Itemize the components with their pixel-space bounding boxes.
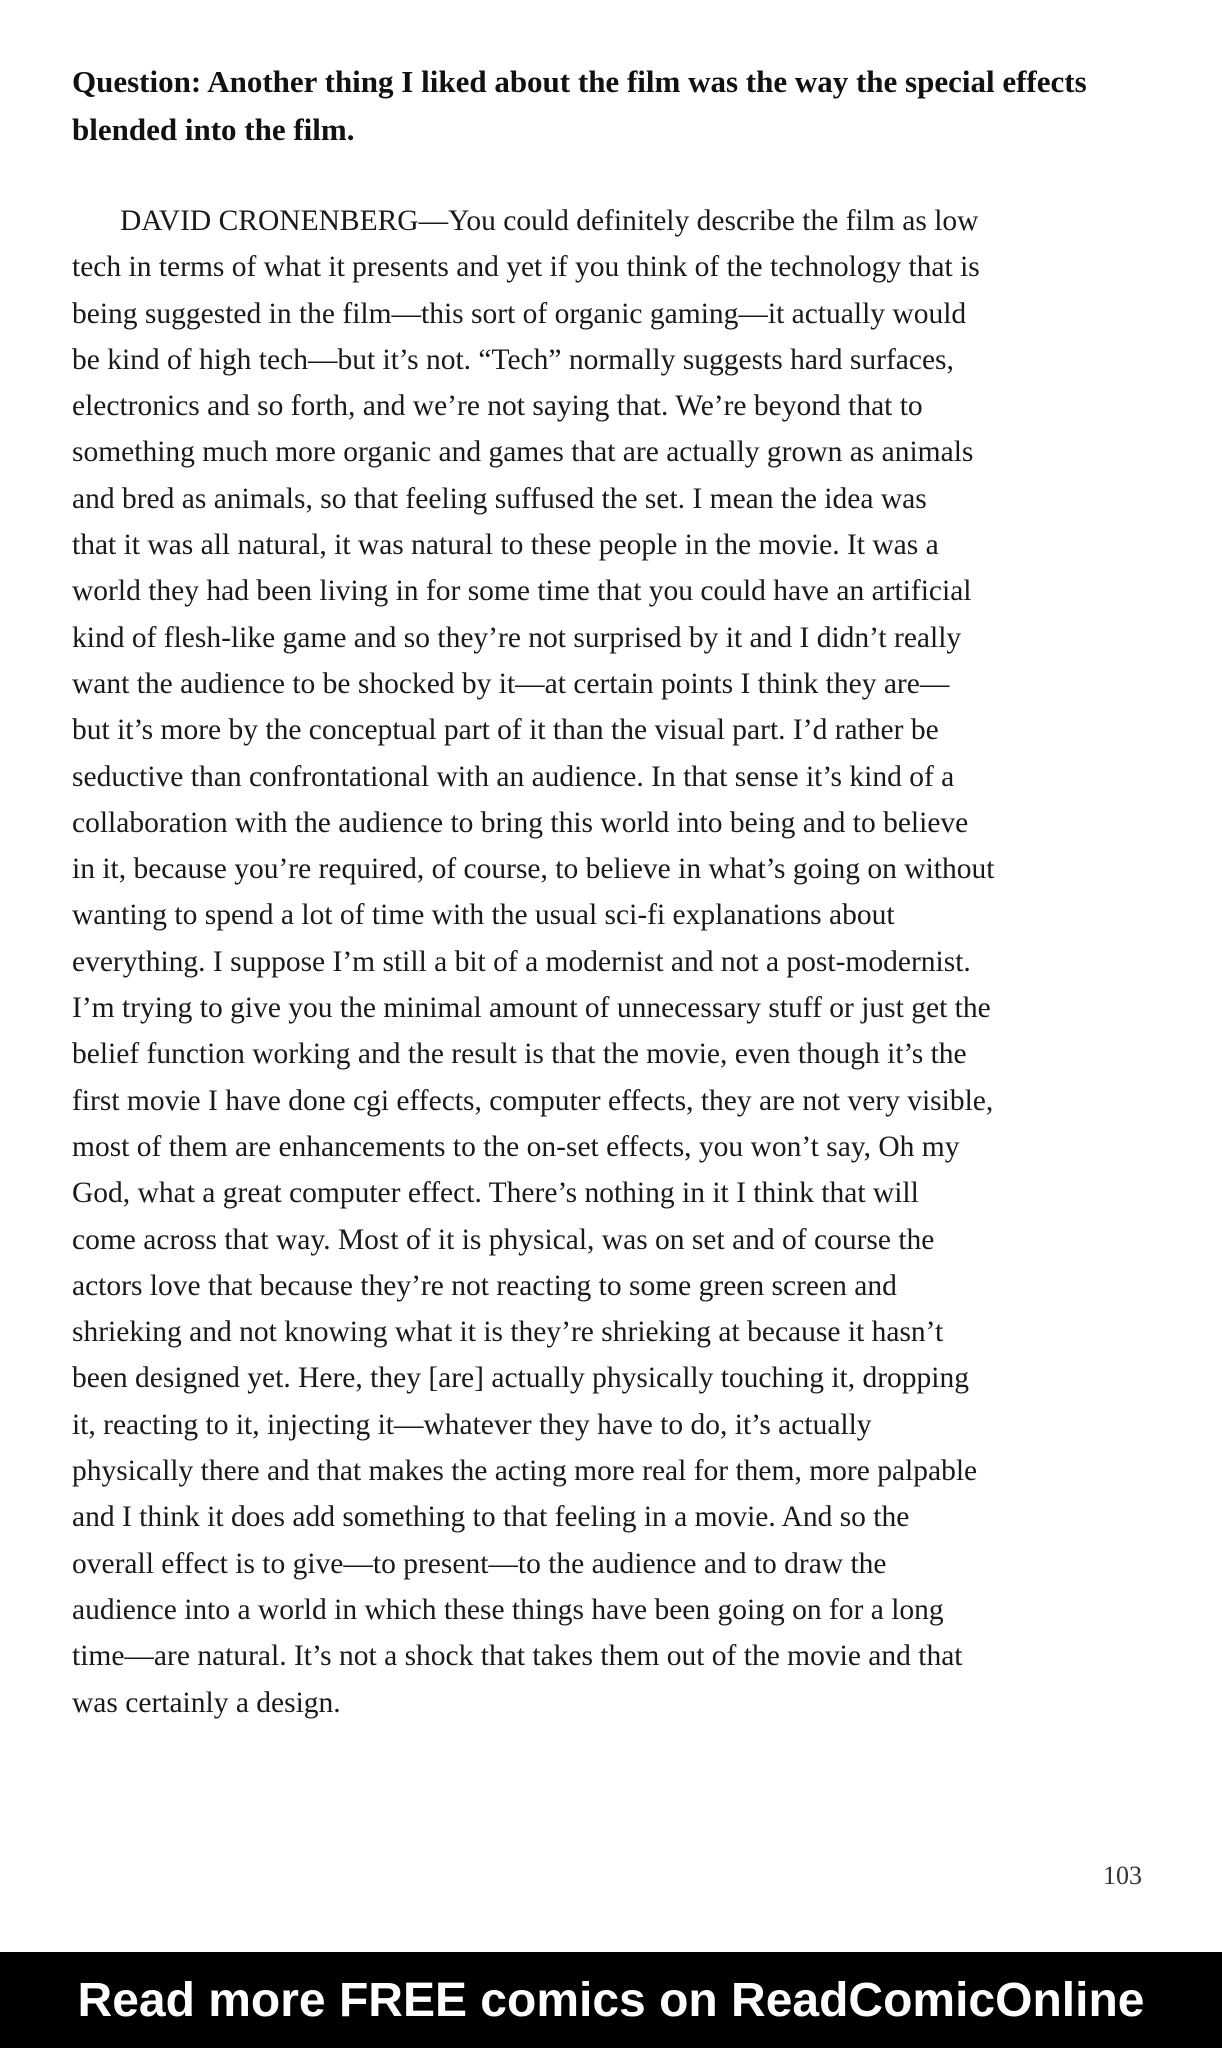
- answer-line: belief function working and the result is that the movie, even though it’s the: [72, 1038, 967, 1071]
- answer-line: want the audience to be shocked by it—at certain points I think they are—: [72, 667, 950, 700]
- answer-line: and I think it does add something to that feeling in a movie. And so the: [72, 1501, 910, 1534]
- answer-line: audience into a world in which these things have been going on for a long: [72, 1593, 944, 1626]
- answer-line: physically there and that makes the acting more real for them, more palpable: [72, 1455, 978, 1488]
- answer-line: actors love that because they’re not reacting to some green screen and: [72, 1269, 897, 1302]
- promo-banner-link[interactable]: Read more FREE comics on ReadComicOnline: [77, 1973, 1145, 2027]
- answer-line: God, what a great computer effect. There’s nothing in it I think that will: [72, 1177, 919, 1210]
- answer-line: world they had been living in for some time that you could have an artificial: [72, 575, 972, 608]
- answer-line: come across that way. Most of it is physical, was on set and of course the: [72, 1223, 935, 1256]
- answer-line: was certainly a design.: [72, 1686, 341, 1719]
- answer-line: electronics and so forth, and we’re not saying that. We’re beyond that to: [72, 390, 923, 423]
- answer-line: everything. I suppose I’m still a bit of a modernist and not a post-modernist.: [72, 945, 971, 978]
- answer-line: kind of flesh-like game and so they’re not surprised by it and I didn’t really: [72, 621, 962, 654]
- answer-line: DAVID CRONENBERG—You could definitely describe the film as low: [120, 205, 979, 237]
- answer-line: in it, because you’re required, of course, to believe in what’s going on without: [72, 853, 995, 886]
- answer-line: overall effect is to give—to present—to the audience and to draw the: [72, 1547, 887, 1580]
- answer-line: shrieking and not knowing what it is they’re shrieking at because it hasn’t: [72, 1316, 944, 1349]
- interview-answer: [72, 198, 1152, 1726]
- answer-line: tech in terms of what it presents and yet if you think of the technology that is: [72, 251, 980, 284]
- page-number: 103: [1103, 1861, 1142, 1890]
- answer-line: something much more organic and games that are actually grown as animals: [72, 436, 974, 469]
- answer-line: been designed yet. Here, they [are] actually physically touching it, dropping: [72, 1362, 969, 1395]
- answer-line: most of them are enhancements to the on-set effects, you won’t say, Oh my: [72, 1130, 960, 1163]
- answer-line: time—are natural. It’s not a shock that takes them out of the movie and that: [72, 1640, 963, 1673]
- answer-line: and bred as animals, so that feeling suffused the set. I mean the idea was: [72, 482, 927, 515]
- answer-line: collaboration with the audience to bring this world into being and to believe: [72, 806, 969, 839]
- promo-banner[interactable]: [0, 1952, 1222, 2048]
- answer-line: but it’s more by the conceptual part of it than the visual part. I’d rather be: [72, 714, 939, 747]
- answer-line: first movie I have done cgi effects, computer effects, they are not very visible,: [72, 1084, 994, 1117]
- answer-line: that it was all natural, it was natural to these people in the movie. It was a: [72, 529, 939, 562]
- answer-line: be kind of high tech—but it’s not. “Tech” normally suggests hard surfaces,: [72, 343, 954, 376]
- answer-line: I’m trying to give you the minimal amount of unnecessary stuff or just get the: [72, 992, 991, 1025]
- answer-line: it, reacting to it, injecting it—whatever they have to do, it’s actually: [72, 1408, 872, 1441]
- answer-line: being suggested in the film—this sort of organic gaming—it actually would: [72, 297, 967, 330]
- answer-line: wanting to spend a lot of time with the usual sci-fi explanations about: [72, 899, 895, 932]
- interview-question: Question: Another thing I liked about the film was the way the special effects blended into the film.: [72, 64, 1087, 147]
- answer-line: seductive than confrontational with an audience. In that sense it’s kind of a: [72, 760, 955, 793]
